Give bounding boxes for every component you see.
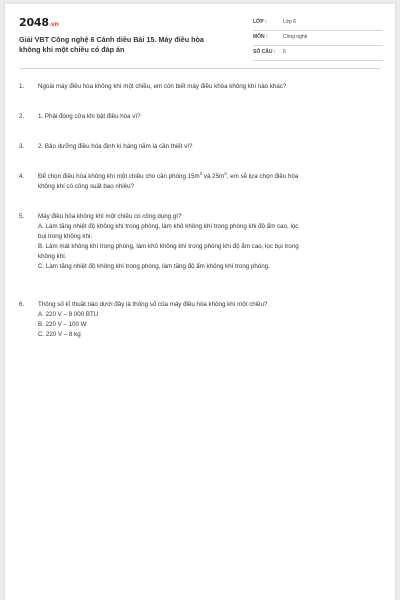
document-page [5,4,395,600]
answer-option-a: A. 220 V – 9 000 BTU [38,311,99,318]
question-text-line-1 [38,172,380,182]
question-text: Ngoài máy điều hòa không khí một chiều, em còn biết máy điều khòa không khí nào khác? [38,83,287,90]
q4-sup-2: 2 [224,170,227,176]
meta-row-class [253,16,383,31]
answer-option-a: A. Làm tăng nhiệt độ không khí trong phòng, làm khô không khí trong phòng khi độ ẩm cao, lọc [38,223,299,230]
question-body [38,172,380,192]
question-text-line-2: không khí có công suất bao nhiêu? [38,183,134,190]
title-line-1: Giải VBT Công nghệ 6 Cánh diều Bài 15. Máy điều hòa [19,35,204,44]
question-body [38,300,380,340]
meta-value: Lớp 6 [283,19,297,25]
question-body [38,112,380,122]
question-number: 5. [19,213,25,220]
meta-value: 6 [283,49,286,55]
site-logo[interactable] [19,16,59,29]
meta-key: MÔN : [253,34,268,40]
answer-option-b: B. Làm mát không khí trong phòng, làm khô không khí trong phòng khi độ ẩm cao, lọc bụi trong [38,243,299,250]
answer-option-c: C. 220 V – 8 kg [38,331,81,338]
answer-option-a-cont: bụi trong không khí. [38,233,93,240]
question-number: 3. [19,143,25,150]
question-number: 4. [19,173,25,180]
question-number: 1. [19,83,25,90]
logo-sub: .vn [48,21,59,28]
question-number: 6. [19,301,25,308]
meta-key: SỐ CÂU : [253,49,276,55]
meta-row-subject [253,31,383,46]
meta-key: LỚP : [253,19,267,25]
question-body [38,212,380,272]
q4-sup-1: 2 [199,170,203,176]
answer-option-c: C. Làm tăng nhiệt độ không khí trong phòng, làm tăng độ ẩm không khí trong phòng. [38,263,270,270]
q4-text-e: , em sẽ lựa chọn điều hòa [226,173,299,180]
logo-main: 2048 [19,16,49,29]
title-line-2: không khí một chiều có đáp án [19,44,125,54]
page-title [19,35,229,54]
meta-table [253,16,383,61]
question-body [38,142,380,152]
question-body [38,82,380,92]
q4-text-c: và 25m [202,173,225,180]
question-text: 1. Phải đóng cửa khi bật điều hòa vì? [38,113,141,120]
answer-option-b-cont: không khí. [38,253,67,260]
meta-value: Công nghệ [283,34,308,40]
answer-option-b: B. 220 V – 100 W [38,321,87,328]
header [19,16,383,62]
q4-text-a: Để chọn điều hòa không khí một chiều cho căn phòng 15m [38,173,200,180]
question-number: 2. [19,113,25,120]
header-divider [19,68,381,69]
question-text: Thông số kĩ thuật nào dưới đây là thông số của máy điều hòa không khí một chiều? [38,301,268,308]
question-text: Máy điều hòa không khí một chiều có công dụng gì? [38,213,182,220]
meta-row-count [253,46,383,61]
question-text: 2. Bảo dưỡng điều hòa định kì hàng năm là cần thiết vì? [38,143,193,150]
